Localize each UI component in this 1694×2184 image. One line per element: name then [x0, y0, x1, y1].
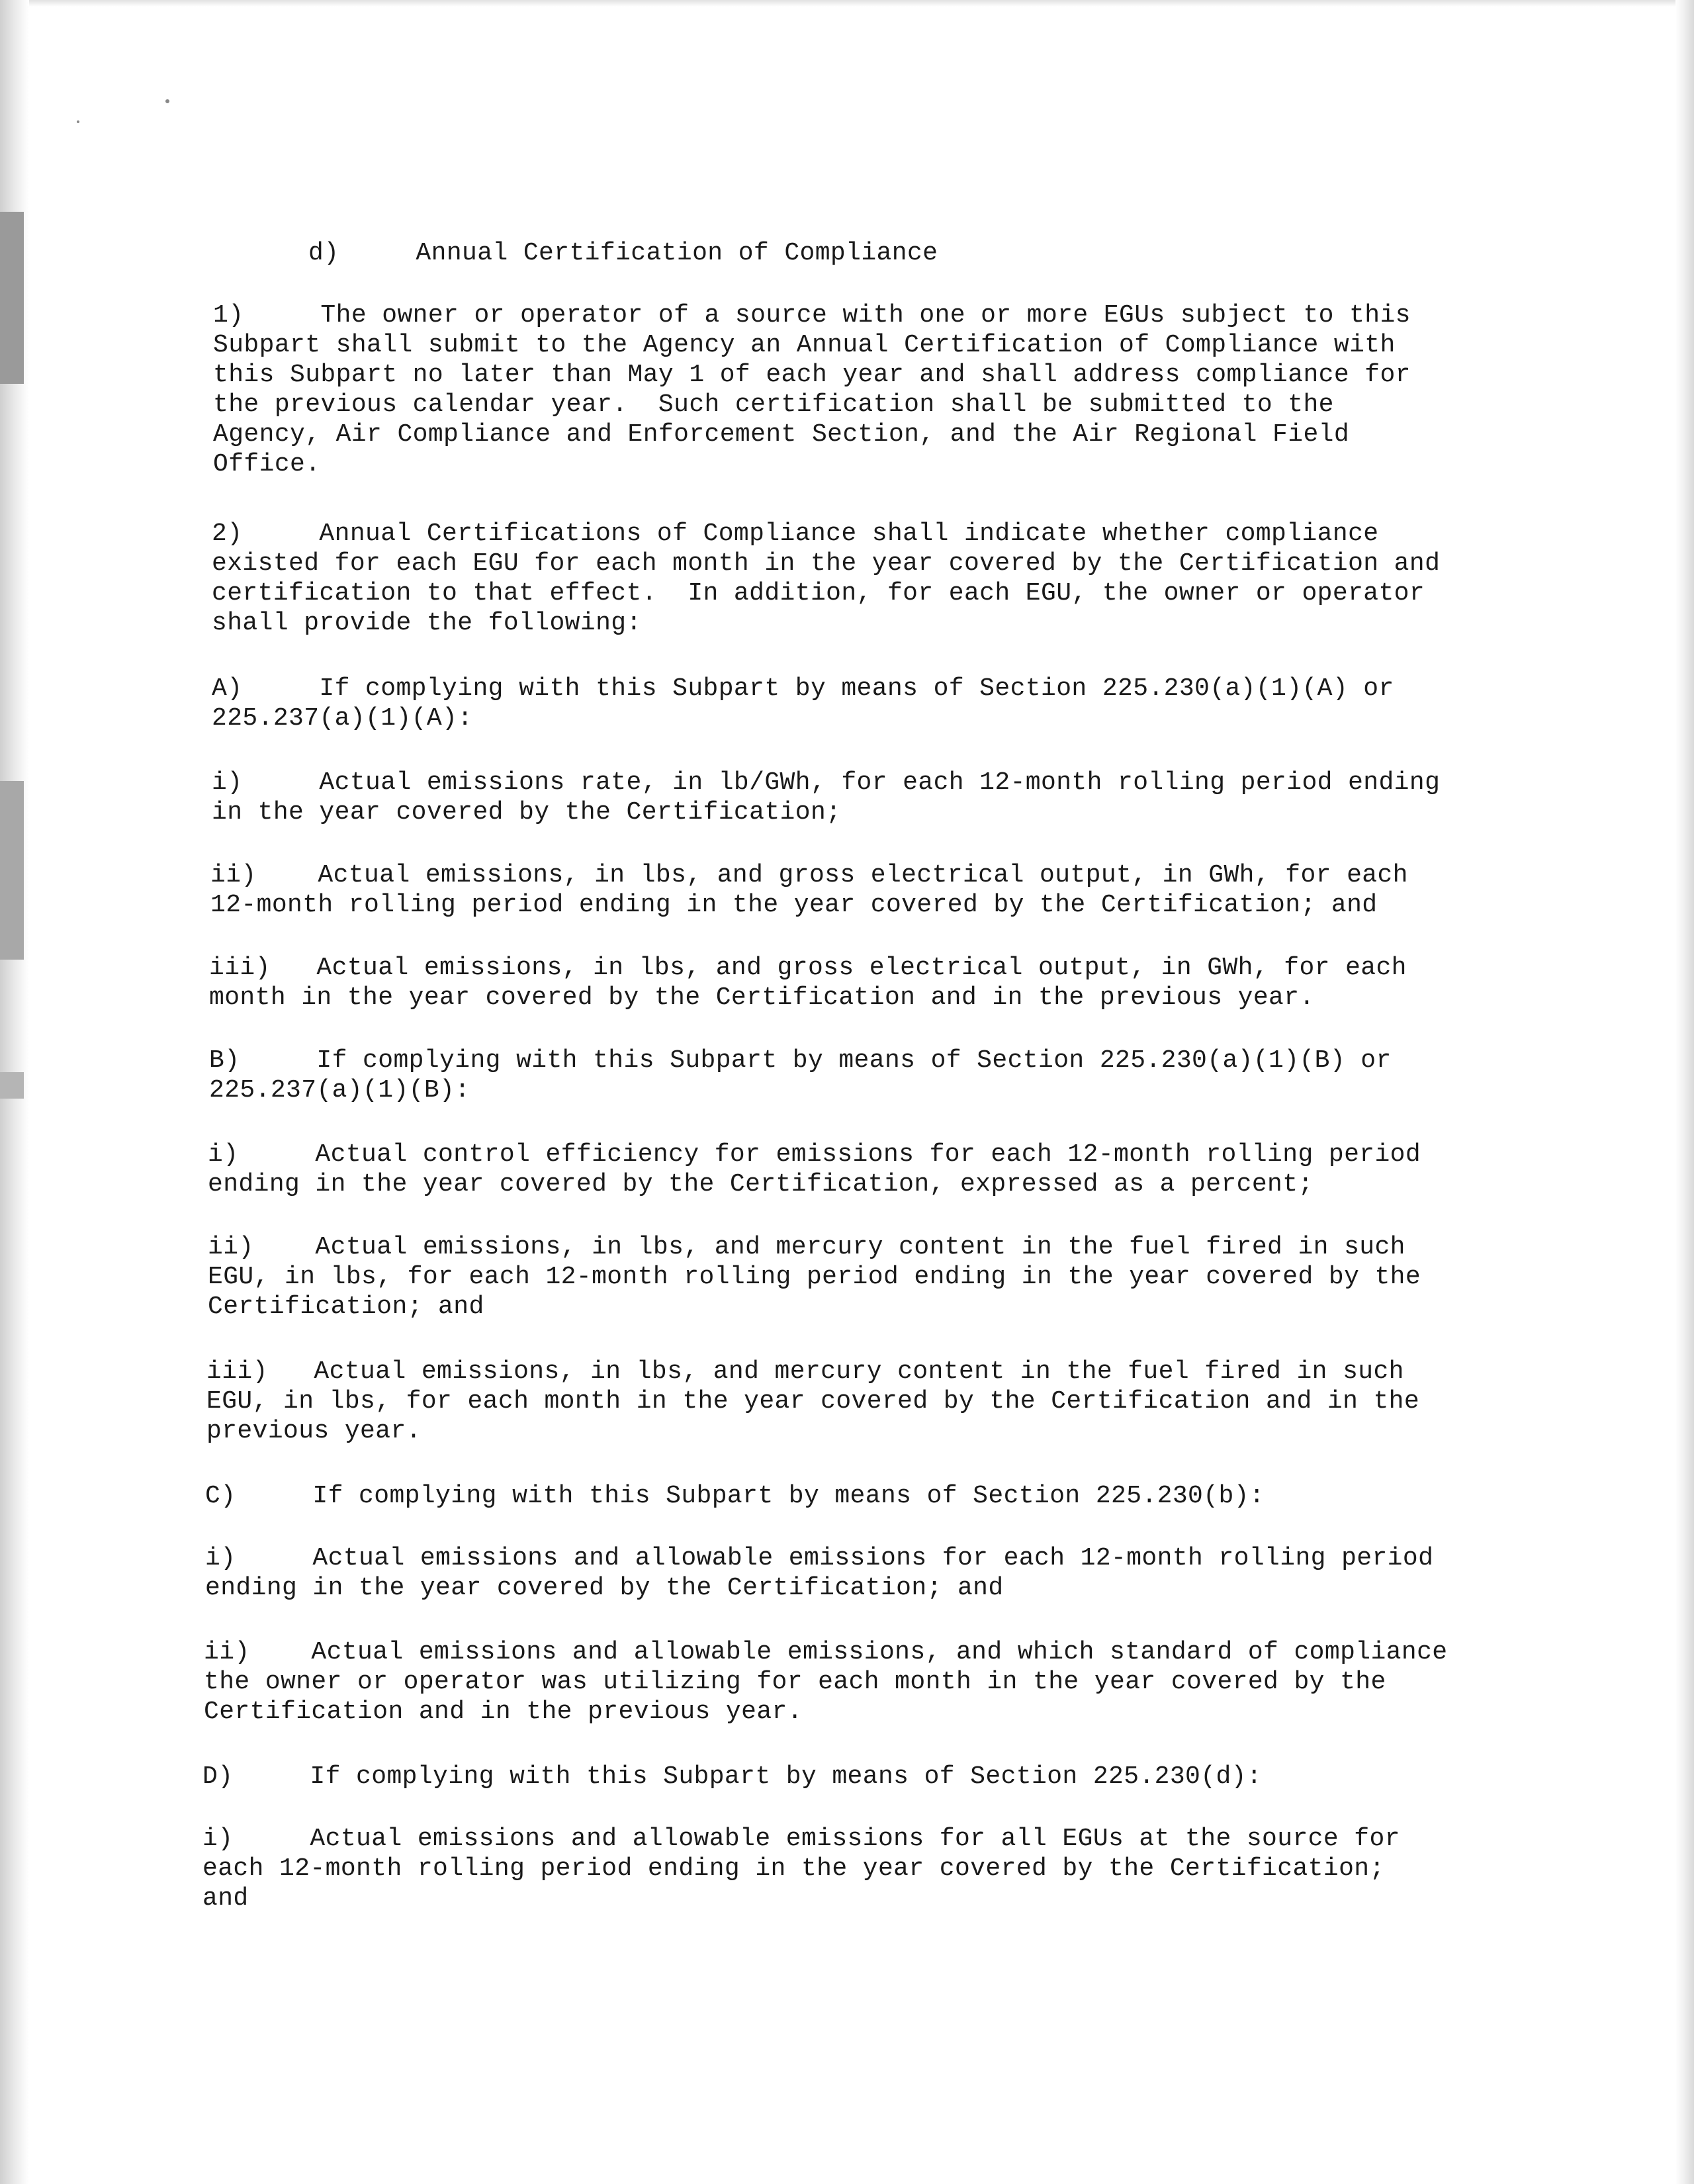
scan-edge-right [1675, 0, 1694, 2184]
scan-speck [165, 99, 169, 103]
item-c: C) If complying with this Subpart by means of Section 225.230(b): [205, 1482, 1265, 1510]
scan-band [0, 1072, 24, 1099]
item-a: A) If complying with this Subpart by means of Section 225.230(a)(1)(A) or 225.237(a)(1)(A): [212, 674, 1394, 733]
item-d: D) If complying with this Subpart by means of Section 225.230(d): [202, 1762, 1263, 1791]
item-d-i: i) Actual emissions and allowable emissions for all EGUs at the source for each 12-month rolling period ending in the year covered by the Certification; and [202, 1825, 1400, 1913]
scan-edge-top [0, 0, 1694, 7]
scan-speck [77, 120, 79, 123]
item-a-iii: iii) Actual emissions, in lbs, and gross electrical output, in GWh, for each month in the year covered by the Certification and in the previous year. [209, 954, 1407, 1012]
item-a-ii: ii) Actual emissions, in lbs, and gross electrical output, in GWh, for each 12-month rolling period ending in the year covered by the Certification; and [210, 861, 1408, 919]
item-b-i: i) Actual control efficiency for emissions for each 12-month rolling period ending in the year covered by the Certification, expressed as a percent; [208, 1140, 1421, 1199]
item-c-i: i) Actual emissions and allowable emissions for each 12-month rolling period ending in the year covered by the Certification; and [205, 1544, 1434, 1602]
item-b-iii: iii) Actual emissions, in lbs, and mercury content in the fuel fired in such EGU, in lbs, for each month in the year covered by the Certification and in the previous year. [206, 1357, 1420, 1445]
item-a-i: i) Actual emissions rate, in lb/GWh, for each 12-month rolling period ending in the year covered by the Certification; [212, 768, 1441, 827]
paragraph-2: 2) Annual Certifications of Compliance shall indicate whether compliance existed for each EGU for each month in the year covered by the Certification and certification to that effect. In addition, for each EGU, the owner or operator shall provide the following: [212, 520, 1441, 637]
scan-band [0, 212, 24, 384]
paragraph-1: 1) The owner or operator of a source with one or more EGUs subject to this Subpart shall submit to the Agency an Annual Certification of Compliance with this Subpart no later than May 1 of each year and shall address compliance for the previous calendar year. Such certification shall be submitted to the Agency, Air Compliance and Enforcement Section, and the Air Regional Field Office. [213, 301, 1411, 478]
item-c-ii: ii) Actual emissions and allowable emissions, and which standard of compliance the owner or operator was utilizing for each month in the year covered by the Certification and in the previous year. [204, 1638, 1448, 1726]
item-b-ii: ii) Actual emissions, in lbs, and mercury content in the fuel fired in such EGU, in lbs, for each 12-month rolling period ending in the year covered by the Certification; and [208, 1233, 1421, 1321]
scan-band [0, 781, 24, 960]
section-heading: d) Annual Certification of Compliance [308, 239, 938, 267]
item-b: B) If complying with this Subpart by means of Section 225.230(a)(1)(B) or 225.237(a)(1)(B): [209, 1046, 1392, 1105]
